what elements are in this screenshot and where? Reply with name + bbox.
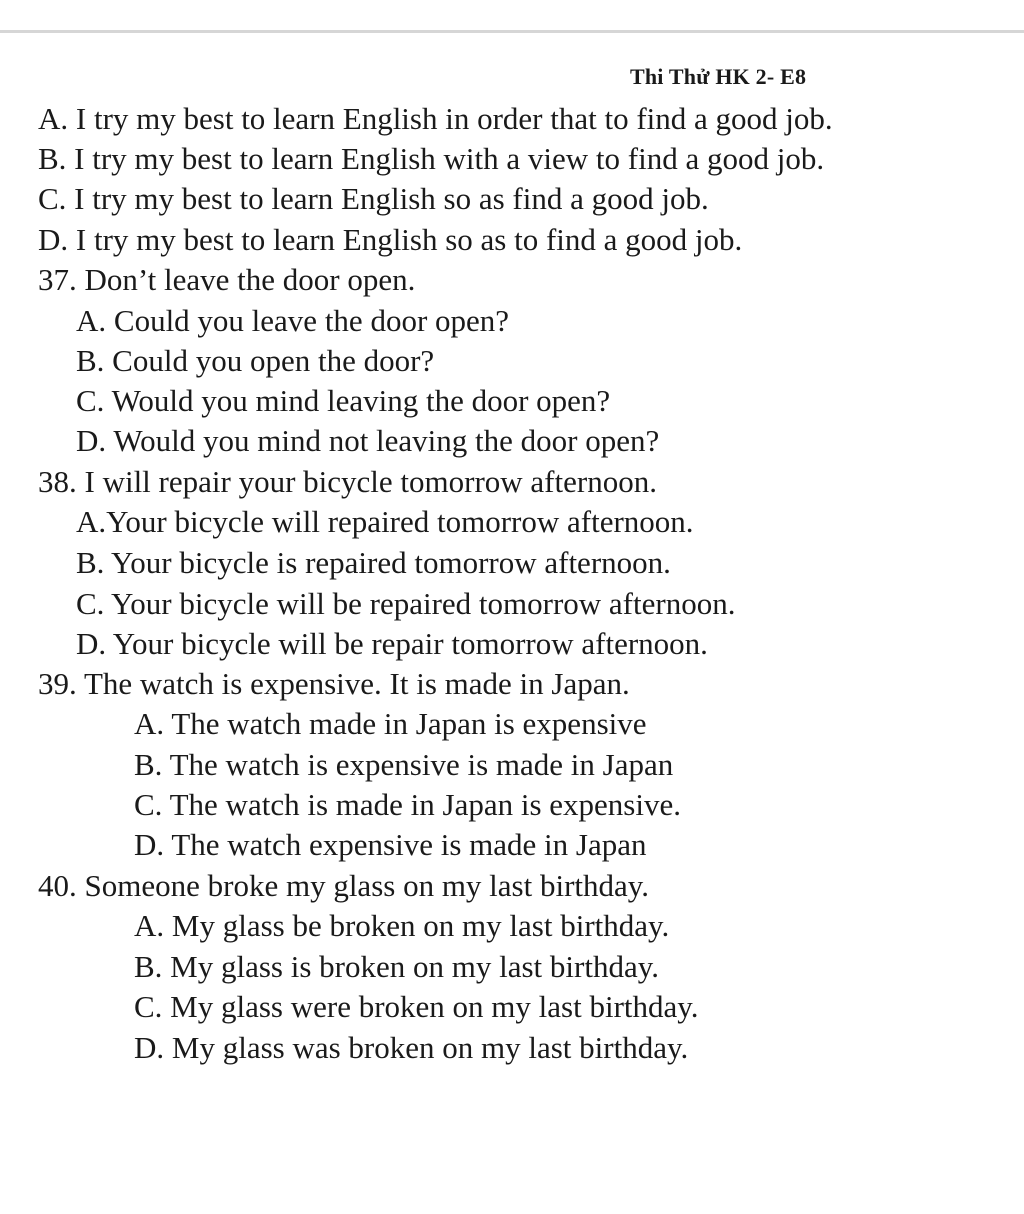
- q40-option-c: C. My glass were broken on my last birthday.: [134, 989, 699, 1024]
- q40-option-b: B. My glass is broken on my last birthday.: [134, 949, 659, 984]
- page-header: Thi Thử HK 2- E8: [630, 64, 807, 89]
- q38-option-b: B. Your bicycle is repaired tomorrow afternoon.: [76, 545, 671, 580]
- q39-option-c: C. The watch is made in Japan is expensive.: [134, 787, 681, 822]
- q38-option-d: D. Your bicycle will be repair tomorrow afternoon.: [76, 626, 708, 661]
- q36-option-b: B. I try my best to learn English with a view to find a good job.: [38, 141, 825, 176]
- q37-option-a: A. Could you leave the door open?: [76, 303, 510, 338]
- q36-option-a: A. I try my best to learn English in order that to find a good job.: [38, 101, 833, 136]
- q38-question: 38. I will repair your bicycle tomorrow afternoon.: [38, 464, 657, 499]
- q37-option-c: C. Would you mind leaving the door open?: [76, 383, 611, 418]
- q39-question: 39. The watch is expensive. It is made in Japan.: [38, 666, 630, 701]
- q38-option-a: A.Your bicycle will repaired tomorrow afternoon.: [76, 504, 694, 539]
- q37-option-b: B. Could you open the door?: [76, 343, 435, 378]
- q40-option-d: D. My glass was broken on my last birthday.: [134, 1030, 689, 1065]
- q39-option-d: D. The watch expensive is made in Japan: [134, 827, 647, 862]
- top-divider: [0, 30, 1024, 33]
- q39-option-b: B. The watch is expensive is made in Japan: [134, 747, 674, 782]
- q37-option-d: D. Would you mind not leaving the door open?: [76, 423, 660, 458]
- q38-option-c: C. Your bicycle will be repaired tomorrow afternoon.: [76, 586, 736, 621]
- q36-option-c: C. I try my best to learn English so as find a good job.: [38, 181, 709, 216]
- q39-option-a: A. The watch made in Japan is expensive: [134, 706, 647, 741]
- q36-option-d: D. I try my best to learn English so as to find a good job.: [38, 222, 743, 257]
- q40-option-a: A. My glass be broken on my last birthday.: [134, 908, 670, 943]
- q40-question: 40. Someone broke my glass on my last birthday.: [38, 868, 650, 903]
- q37-question: 37. Don’t leave the door open.: [38, 262, 416, 297]
